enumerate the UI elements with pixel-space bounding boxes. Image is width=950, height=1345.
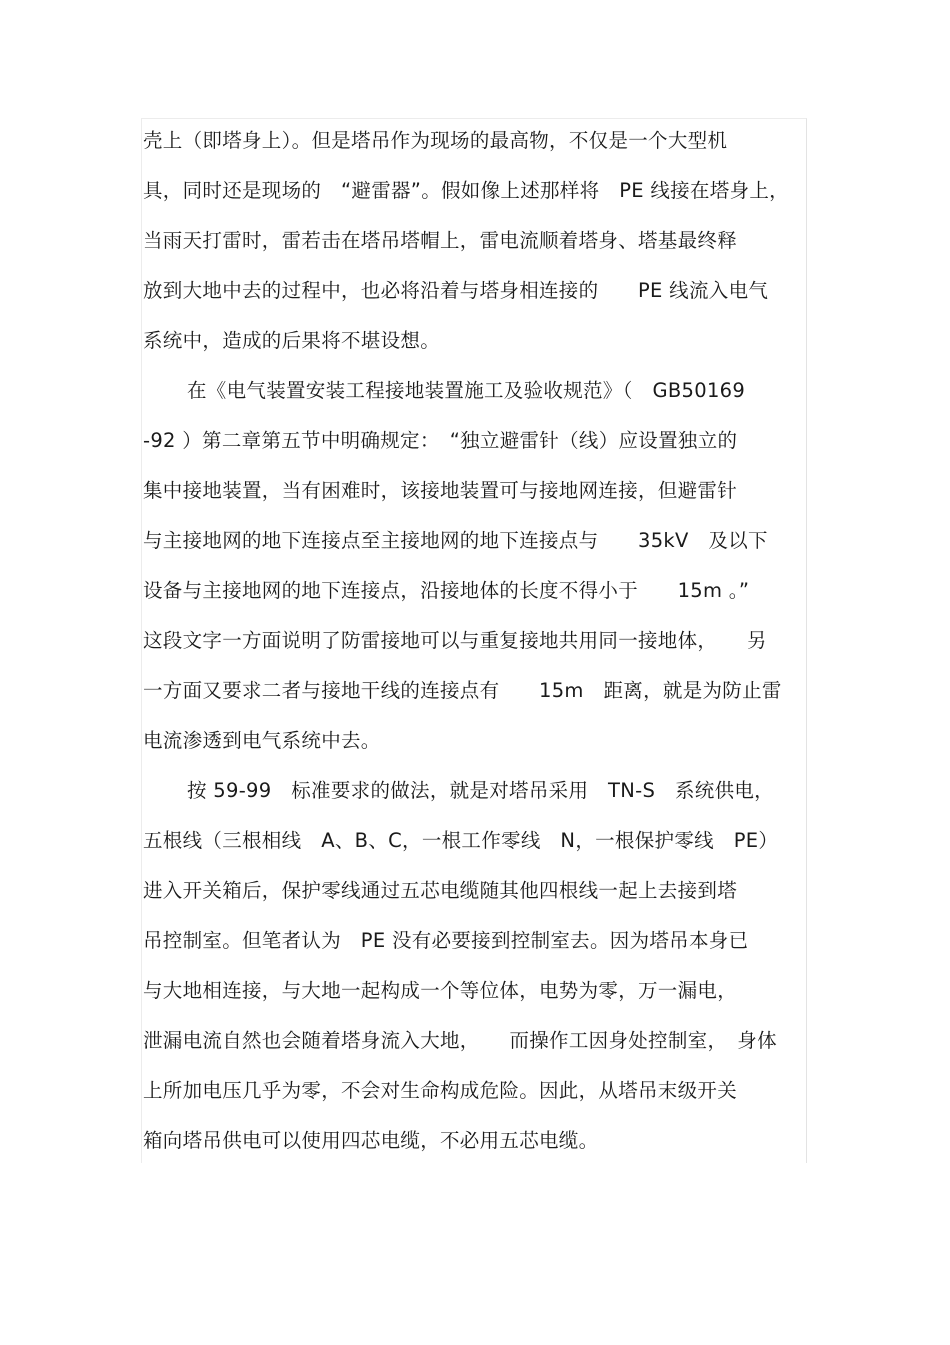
text-line: 壳上（即塔身上）。但是塔吊作为现场的最高物，不仅是一个大型机 <box>143 129 728 152</box>
text-line: 泄漏电流自然也会随着塔身流入大地， 而操作工因身处控制室， 身体 <box>143 1029 777 1052</box>
text-line: 系统中，造成的后果将不堪设想。 <box>143 329 441 352</box>
text-line: 与主接地网的地下连接点至主接地网的地下连接点与 35kV 及以下 <box>143 529 768 552</box>
text-line: 集中接地装置，当有困难时，该接地装置可与接地网连接，但避雷针 <box>143 479 738 502</box>
text-line: 一方面又要求二者与接地干线的连接点有 15m 距离，就是为防止雷 <box>143 679 782 702</box>
text-line: 电流渗透到电气系统中去。 <box>143 729 381 752</box>
text-line: 吊控制室。但笔者认为 PE 没有必要接到控制室去。因为塔吊本身已 <box>143 929 749 952</box>
text-line: 放到大地中去的过程中，也必将沿着与塔身相连接的 PE 线流入电气 <box>143 279 769 302</box>
text-line: 进入开关箱后，保护零线通过五芯电缆随其他四根线一起上去接到塔 <box>143 879 738 902</box>
text-line: 五根线（三根相线 A、B、C，一根工作零线 N，一根保护零线 PE） <box>143 829 779 852</box>
text-line: 按 59-99 标准要求的做法，就是对塔吊采用 TN-S 系统供电， <box>187 779 774 802</box>
text-line: 设备与主接地网的地下连接点，沿接地体的长度不得小于 15m 。” <box>143 579 750 602</box>
text-line: 上所加电压几乎为零，不会对生命构成危险。因此，从塔吊末级开关 <box>143 1079 738 1102</box>
text-line: 与大地相连接，与大地一起构成一个等位体，电势为零，万一漏电， <box>143 979 738 1002</box>
text-line: -92 ）第二章第五节中明确规定： “独立避雷针（线）应设置独立的 <box>143 429 738 452</box>
text-line: 当雨天打雷时，雷若击在塔吊塔帽上，雷电流顺着塔身、塔基最终释 <box>143 229 738 252</box>
text-line: 这段文字一方面说明了防雷接地可以与重复接地共用同一接地体， 另 <box>143 629 767 652</box>
text-line: 箱向塔吊供电可以使用四芯电缆，不必用五芯电缆。 <box>143 1129 599 1152</box>
text-line: 在《电气装置安装工程接地装置施工及验收规范》（ GB50169 <box>187 379 746 402</box>
text-line: 具，同时还是现场的 “避雷器”。假如像上述那样将 PE 线接在塔身上， <box>143 179 789 202</box>
